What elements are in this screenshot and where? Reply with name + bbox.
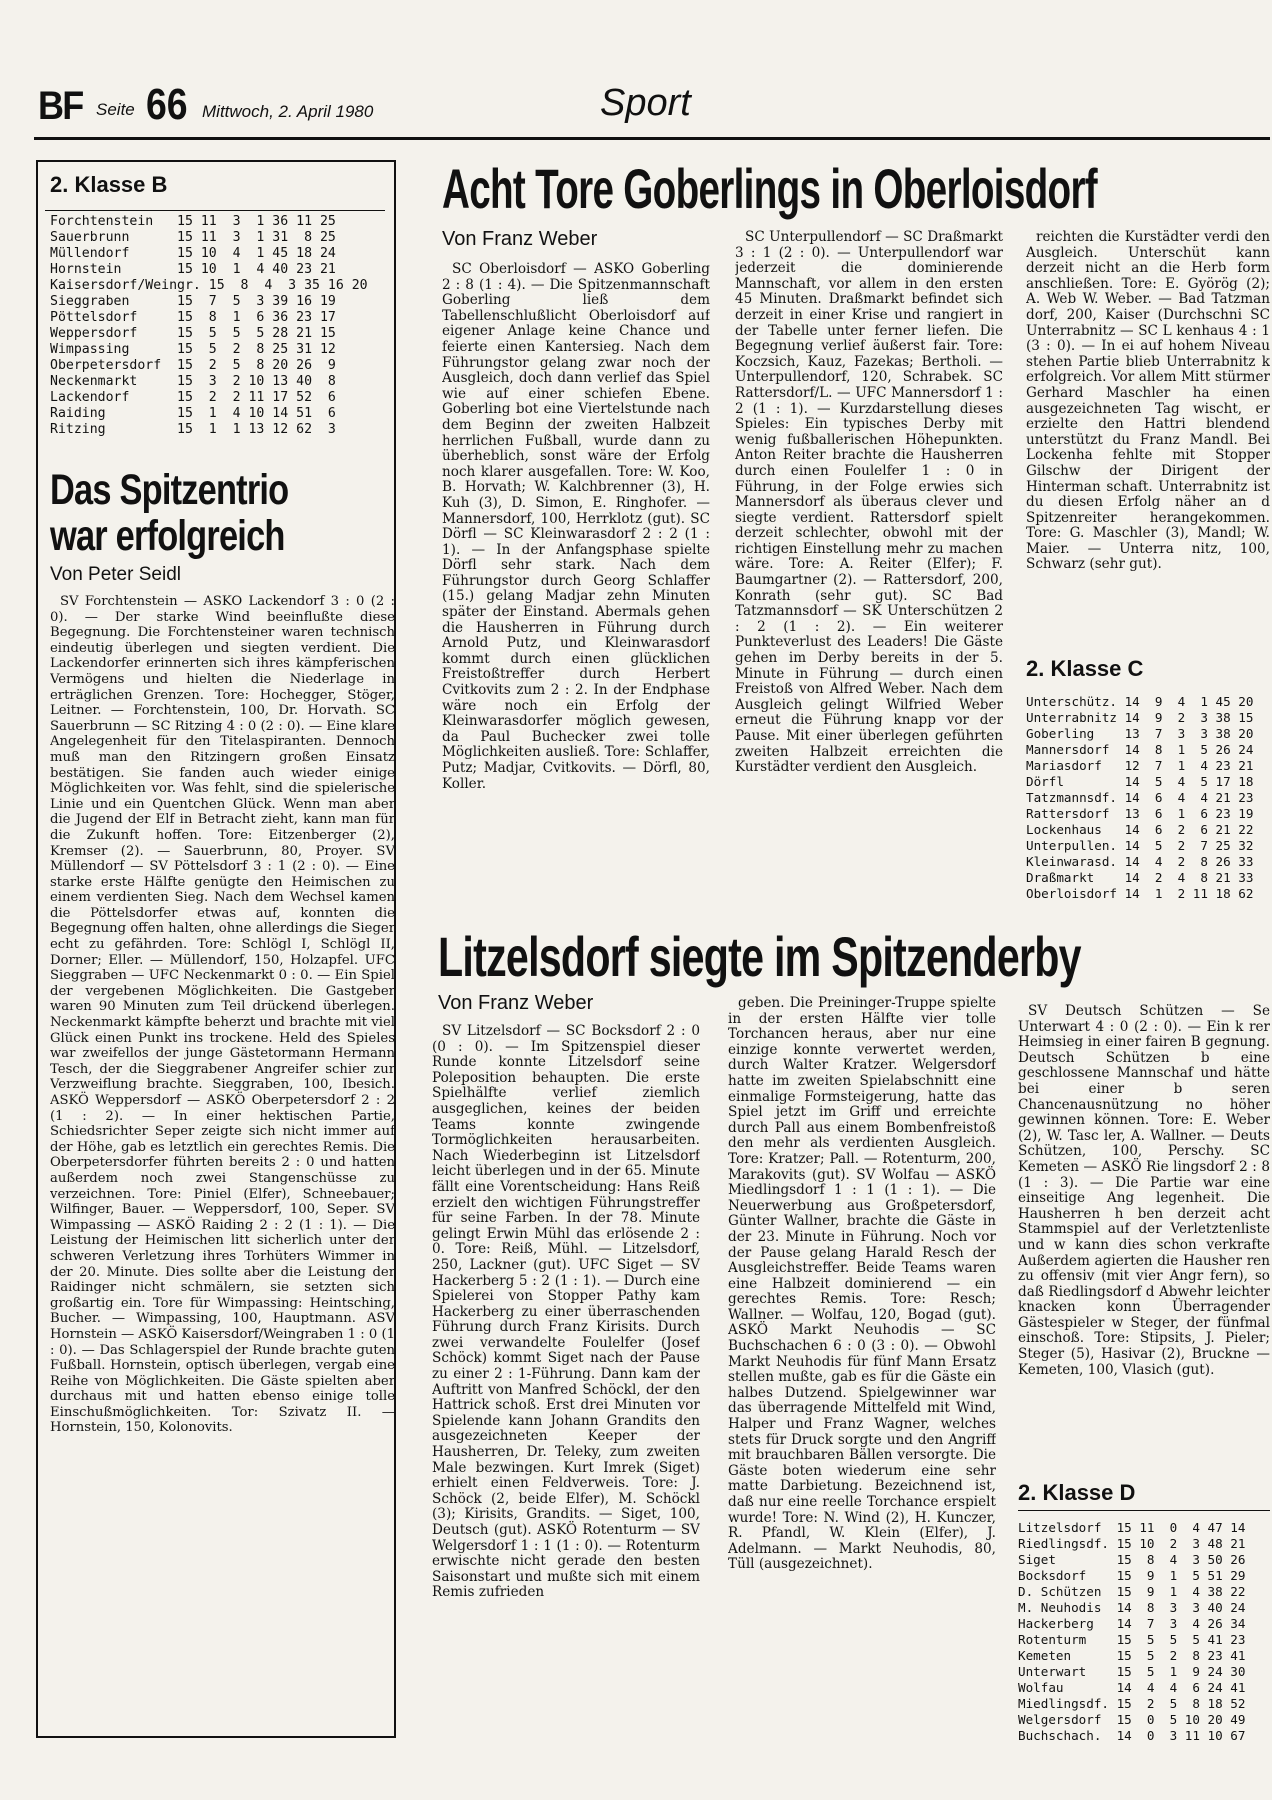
table-row: Neckenmarkt 15 3 2 10 13 40 8 [50, 374, 336, 389]
klasse-b-title: 2. Klasse B [50, 172, 168, 197]
table-row: Oberpetersdorf 15 2 5 8 20 26 9 [50, 358, 336, 373]
goberling-headline: Acht Tore Goberlings in Oberloisdorf [442, 157, 1097, 220]
table-row: Unterpullen. 14 5 2 7 25 32 [1026, 838, 1254, 853]
table-row: Mariasdorf 12 7 1 4 23 21 [1026, 758, 1254, 773]
issue-date: Mittwoch, 2. April 1980 [202, 102, 374, 121]
table-row: Rotenturm 15 5 5 5 41 23 [1018, 1632, 1246, 1647]
table-row: Riedlingsdf. 15 10 2 3 48 21 [1018, 1536, 1246, 1551]
litzelsdorf-col1 [432, 1024, 700, 1744]
klasse-d-table [1018, 1520, 1270, 1744]
table-row: Rattersdorf 13 6 1 6 23 19 [1026, 806, 1254, 821]
divider [1018, 1510, 1270, 1511]
table-row: Forchtenstein 15 11 3 1 36 11 25 [50, 214, 336, 229]
section-title: Sport [600, 82, 691, 124]
litzelsdorf-col2 [728, 996, 996, 1746]
table-row: Miedlingsdf. 15 2 5 8 18 52 [1018, 1696, 1246, 1711]
spitzentrio-headline-line1: Das Spitzentrio [50, 466, 289, 514]
page-number: 66 [146, 80, 188, 129]
table-row: Raiding 15 1 4 10 14 51 6 [50, 406, 336, 421]
table-row: Kleinwarasd. 14 4 2 8 26 33 [1026, 854, 1254, 869]
table-row: Goberling 13 7 3 3 38 20 [1026, 726, 1254, 741]
klasse-b-table [50, 214, 400, 438]
litzelsdorf-byline: Von Franz Weber [438, 992, 594, 1014]
article-text: reichten die Kurstädter verdi den Ausgleich. Unterschüt kann derzeit nicht an die Herb form anschließen. Tore: E. Györög (2); A. Web W. Weber. — Bad Tatzman dorf, 200, Kaiser (Durchschni SC Unterrabnitz — SC L kenhaus 4 : 1 (3 : 0). — In ei auf hohem Niveau stehen Partie blieb Unterrabnitz k erfolgreich. Vor allem Mitt stürmer Gerhard Maschler ha einen ausgezeichneten Tag wischt, er erzielte den Hattri blendend unterstützt du Franz Mandl. Bei Lockenha fehlte mit Stopper Gilschw der Dirigent der Hinterman schaft. Unterrabnitz ist du diesen Erfolg näher an d Spitzenreiter herangekommen. Tore: G. Maschler (3), Mandl; W. Maier. — Unterra nitz, 100, Schwarz (sehr gut). [1026, 230, 1270, 573]
newspaper-logo: BF [38, 84, 83, 128]
table-row: Wimpassing 15 5 2 8 25 31 12 [50, 342, 336, 357]
table-row: Sieggraben 15 7 5 3 39 16 19 [50, 294, 336, 309]
table-row: Wolfau 14 4 4 6 24 41 [1018, 1680, 1246, 1695]
article-text: SV Litzelsdorf — SC Bocksdorf 2 : 0 (0 : 0). — Im Spitzenspiel dieser Runde konnte Litzelsdorf seine Poleposition behaupten. Die erste Spielhälfte verlief ziemlich ausgeglichen, keines der beiden Teams konnte zwingende Tormöglichkeiten herausarbeiten. Nach Wiederbeginn ist Litzelsdorf leicht überlegen und in der 65. Minute fällt eine Vorentscheidung: Hans Reiß erzielt den wichtigen Führungstreffer für seine Farben. In der 78. Minute gelingt Erwin Mühl das erlösende 2 : 0. Tore: Reiß, Mühl. — Litzelsdorf, 250, Lackner (gut). UFC Siget — SV Hackerberg 5 : 2 (1 : 1). — Durch eine Spielerei von Stopper Pathy kam Hackerberg zu einer überraschenden Führung durch Franz Kirisits. Durch zwei verwandelte Foulelfer (Josef Schöck) kommt Siget nach der Pause zu einer 2 : 1-Führung. Dann kam der Auftritt von Manfred Schöckl, der den Hattrick schoß. Erst drei Minuten vor Spielende kann Johann Grandits den ausgezeichneten Keeper der Hausherren, Dr. Teleky, zum zweiten Male bezwingen. Kurt Imrek (Siget) erhielt einen Feldverweis. Tore: J. Schöck (2, beide Elfer), M. Schöckl (3); Kirisits, Grandits. — Siget, 100, Deutsch (gut). ASKÖ Rotenturm — SV Welgersdorf 1 : 1 (1 : 0). — Rotenturm erwischte nicht gerade den besten Saisonstart und mußte sich mit einem Remis zufrieden [432, 1024, 700, 1601]
table-row: Müllendorf 15 10 4 1 45 18 24 [50, 246, 336, 261]
spitzentrio-article [50, 594, 395, 1729]
klasse-d-title: 2. Klasse D [1018, 1480, 1136, 1505]
table-row: D. Schützen 15 9 1 4 38 22 [1018, 1584, 1246, 1599]
table-row: Bocksdorf 15 9 1 5 51 29 [1018, 1568, 1246, 1583]
article-text: SV Deutsch Schützen — Se Unterwart 4 : 0 (2 : 0). — Ein k rer Heimsieg in einer fairen B gegnung. Deutsch Schützen b eine geschlossene Mannschaf und hätte bei einer b seren Chancenausnützung no höher gewinnen können. Tore: E. Weber (2), W. Tasc ler, A. Wallner. — Deuts Schützen, 100, Perschy. SC Kemeten — ASKÖ Rie lingsdorf 2 : 8 (1 : 3). — Die Partie war eine einseitige Ang legenheit. Die Hausherren h ben derzeit acht Stammspiel auf der Verletztenliste und w kann dies schon verkrafte Außerdem agierten die Hausher ren zu offensiv (mit vier Angr fern), so daß Riedlingsdorf d Abwehr leichter knacken konn Überragender Gästespieler w Steger, der fünfmal einschoß. Tore: Stipsits, J. Pieler; Steger (5), Hasivar (2), Bruckne — Kemeten, 100, Vlasich (gut). [1018, 1004, 1270, 1378]
goberling-col3 [1026, 230, 1270, 660]
divider [45, 210, 385, 211]
table-row: Unterrabnitz 14 9 2 3 38 15 [1026, 710, 1254, 725]
table-row: Weppersdorf 15 5 5 5 28 21 15 [50, 326, 336, 341]
goberling-byline: Von Franz Weber [442, 228, 598, 250]
article-text: SC Oberloisdorf — ASKÖ Goberling 2 : 8 (1 : 4). — Die Spitzenmannschaft Goberling ließ dem Tabellenschlußlicht Oberloisdorf auf eigener Anlage keine Chance und feierte einen Kantersieg. Nach dem Führungstor gelang zwar noch der Ausgleich, doch dann verlief das Spiel wie auf einer schiefen Ebene. Goberling bot eine Viertelstunde nach dem Beginn der zweiten Halbzeit herrlichen Fußball, wurde dann zu überheblich, sonst wäre der Erfolg noch klarer ausgefallen. Tore: W. Koo, B. Horvath; W. Kalchbrenner (3), H. Kuh (3), D. Simon, E. Ringhofer. — Mannersdorf, 100, Herrklotz (gut). SC Dörfl — SC Kleinwarasdorf 2 : 2 (1 : 1). — In der Anfangsphase spielte Dörfl sehr stark. Nach dem Führungstor durch Georg Schlaffer (15.) gelang Madjar zehn Minuten später der Einstand. Abermals gehen die Hausherren in Führung durch Arnold Putz, und Kleinwarasdorf kommt durch einen glücklichen Freistoßtreffer durch Herbert Cvitkovits zum 2 : 2. In der Endphase wäre noch ein Erfolg der Kleinwarasdorfer möglich gewesen, da Paul Buchecker zwei tolle Möglichkeiten ausließ. Tore: Schlaffer, Putz; Madjar, Cvitkovits. — Dörfl, 80, Koller. [442, 262, 710, 792]
klasse-c-table [1026, 694, 1270, 902]
litzelsdorf-col3 [1018, 1004, 1270, 1482]
header-rule [34, 137, 1270, 140]
article-text: SC Unterpullendorf — SC Draßmarkt 3 : 1 (2 : 0). — Unterpullendorf war jederzeit die dominierende Mannschaft, vor allem in den ersten 45 Minuten. Draßmarkt befindet sich derzeit in einer Krise und rangiert in der Tabelle unter ferner liefen. Die Begegnung verlief äußerst fair. Tore: Koczsich, Kauz, Fazekas; Bertholi. — Unterpullendorf, 120, Schrabek. SC Rattersdorf/L. — UFC Mannersdorf 1 : 2 (1 : 1). — Kurzdarstellung dieses Spieles: Ein typisches Derby mit wenig fußballerischen Höhepunkten. Anton Reiter brachte die Hausherren durch einen Foulelfer 1 : 0 in Führung, in der Folge erwies sich Mannersdorf als überaus clever und siegte verdient. Rattersdorf spielt derzeit schlechter, obwohl mit der richtigen Einstellung mehr zu machen wäre. Tore: A. Reiter (Elfer); F. Baumgartner (2). — Rattersdorf, 200, Konrath (sehr gut). SC Bad Tatzmannsdorf — SK Unterschützen 2 : 2 (1 : 2). — Ein weiterer Punkteverlust des Leaders! Die Gäste gehen im Derby bereits in der 5. Minute in Führung — durch einen Freistoß von Alfred Weber. Nach dem Ausgleich gelingt Wilfried Weber erneut die Führung knapp vor der Pause. Mit einer überlegen geführten zweiten Halbzeit erreichten die Kurstädter verdient den Ausgleich. [735, 230, 1003, 776]
table-row: Unterwart 15 5 1 9 24 30 [1018, 1664, 1246, 1679]
table-row: Ritzing 15 1 1 13 12 62 3 [50, 422, 336, 437]
klasse-c-title: 2. Klasse C [1026, 656, 1144, 681]
table-row: Sauerbrunn 15 11 3 1 31 8 25 [50, 230, 336, 245]
table-row: Siget 15 8 4 3 50 26 [1018, 1552, 1246, 1567]
article-text: SV Forchtenstein — ASKÖ Lackendorf 3 : 0 (2 : 0). — Der starke Wind beeinflußte diese Begegnung. Die Forchtensteiner waren technisch eindeutig überlegen und siegten verdient. Die Lackendorfer erinnerten sich ihres kämpferischen Vermögens und hielten die Niederlage in erträglichen Grenzen. Tore: Hochegger, Stöger, Leitner. — Forchtenstein, 100, Dr. Horvath. SC Sauerbrunn — SC Ritzing 4 : 0 (2 : 0). — Eine klare Angelegenheit für den Titelaspiranten. Dennoch muß man den Ritzingern großen Einsatz bestätigen. Sie fanden auch wieder einige Möglichkeiten vor. Was fehlt, sind die spielerische Linie und ein Quentchen Glück. Wenn man aber die Jugend der Elf in Betracht zieht, kann man für die Zukunft hoffen. Tore: Eitzenberger (2), Kremser (2). — Sauerbrunn, 80, Proyer. SV Müllendorf — SV Pöttelsdorf 3 : 1 (2 : 0). — Eine starke erste Hälfte genügte den Heimischen zu einem verdienten Sieg. Nach dem Wechsel kamen die Pöttelsdorfer etwas auf, konnten die Begegnung offen halten, ohne allerdings die Sieger echt zu gefährden. Tore: Schlögl I, Schlögl II, Dorner; Eller. — Müllendorf, 150, Holzapfel. UFC Sieggraben — UFC Neckenmarkt 0 : 0. — Ein Spiel der vergebenen Möglichkeiten. Die Gastgeber waren 90 Minuten zum Teil drückend überlegen. Neckenmarkt kämpfte beherzt und brachte mit viel Glück einen Punkt ins trockene. Held des Spieles war zweifellos der junge Gästetormann Hermann Tesch, der die Sieggrabener Angreifer schier zur Verzweiflung brachte. Sieggraben, 100, Ibesich. ASKÖ Weppersdorf — ASKÖ Oberpetersdorf 2 : 2 (1 : 2). — In einer hektischen Partie, Schiedsrichter Seper zeigte sich nicht immer auf der Höhe, gab es letztlich ein gerechtes Remis. Die Oberpetersdorfer führten bereits 2 : 0 und hatten außerdem noch zwei Stangenschüsse zu verzeichnen. Tore: Piniel (Elfer), Schneebauer; Wilfinger, Bauer. — Weppersdorf, 100, Seper. SV Wimpassing — ASKÖ Raiding 2 : 2 (1 : 1). — Die Leistung der Heimischen litt sicherlich unter der schweren Verletzung ihres Torhüters Wimmer in der 20. Minute. Dies sollte aber die Leistung der Raidinger nicht schmälern, sie setzten sich großartig ein. Tore für Wimpassing: Heintsching, Bucher. — Wimpassing, 100, Hauptmann. ASV Hornstein — ASKÖ Kaisersdorf/Weingraben 1 : 0 (1 : 0). — Das Schlagerspiel der Runde brachte guten Fußball. Hornstein, optisch überlegen, vergab eine Reihe von Möglichkeiten. Die Gäste spielten aber durchaus mit und hatten ebenso einige tolle Einschußmöglichkeiten. Tor: Szivatz II. — Hornstein, 150, Kolonovits. [50, 594, 395, 1436]
table-row: Mannersdorf 14 8 1 5 26 24 [1026, 742, 1254, 757]
table-row: Hornstein 15 10 1 4 40 23 21 [50, 262, 336, 277]
table-row: Lockenhaus 14 6 2 6 21 22 [1026, 822, 1254, 837]
spitzentrio-headline-line2: war erfolgreich [50, 512, 285, 560]
article-text: geben. Die Preininger-Truppe spielte in der ersten Hälfte vier tolle Torchancen heraus, aber nur eine einzige konnte verwertet werden, durch Walter Kratzer. Welgersdorf hatte im zweiten Spielabschnitt eine einmalige Formsteigerung, hatte das Spiel jetzt im Griff und erreichte durch Pall aus einem Bombenfreistoß den mehr als verdienten Ausgleich. Tore: Kratzer; Pall. — Rotenturm, 200, Marakovits (gut). SV Wolfau — ASKÖ Miedlingsdorf 1 : 1 (1 : 1). — Die Neuerwerbung aus Großpetersdorf, Günter Wallner, brachte die Gäste in der 23. Minute in Führung. Noch vor der Pause gelang Harald Resch der Ausgleichstreffer. Beide Teams waren eine Halbzeit dominierend — ein gerechtes Remis. Tore: Resch; Wallner. — Wolfau, 120, Bogad (gut). ASKÖ Markt Neuhodis — SC Buchschachen 6 : 0 (3 : 0). — Obwohl Markt Neuhodis für fünf Mann Ersatz stellen mußte, gab es für die Gäste ein halbes Dutzend. Spielgewinner war das überragende Mittelfeld mit Wind, Halper und Franz Wagner, welches stets für Druck sorgte und den Angriff mit brauchbaren Bällen versorgte. Die Gäste boten wiederum eine sehr matte Darbietung. Bezeichnend ist, daß nur eine reelle Torchance erspielt wurde! Tore: N. Wind (2), H. Kunczer, R. Pfandl, W. Klein (Elfer), J. Adelmann. — Markt Neuhodis, 80, Tüll (ausgezeichnet). [728, 996, 996, 1573]
table-row: Welgersdorf 15 0 5 10 20 49 [1018, 1712, 1246, 1727]
litzelsdorf-headline: Litzelsdorf siegte im Spitzenderby [438, 925, 1081, 988]
table-row: Lackendorf 15 2 2 11 17 52 6 [50, 390, 336, 405]
table-row: Kemeten 15 5 2 8 23 41 [1018, 1648, 1246, 1663]
table-row: Pöttelsdorf 15 8 1 6 36 23 17 [50, 310, 336, 325]
table-row: Tatzmannsdf. 14 6 4 4 21 23 [1026, 790, 1254, 805]
spitzentrio-byline: Von Peter Seidl [50, 564, 181, 585]
table-row: Hackerberg 14 7 3 4 26 34 [1018, 1616, 1246, 1631]
table-row: Draßmarkt 14 2 4 8 21 33 [1026, 870, 1254, 885]
table-row: Kaisersdorf/Weingr. 15 8 4 3 35 16 20 [50, 278, 368, 293]
table-row: Unterschütz. 14 9 4 1 45 20 [1026, 694, 1254, 709]
table-row: Dörfl 14 5 4 5 17 18 [1026, 774, 1254, 789]
goberling-col2 [735, 230, 1003, 910]
table-row: Litzelsdorf 15 11 0 4 47 14 [1018, 1520, 1246, 1535]
table-row: Buchschach. 14 0 3 11 10 67 [1018, 1728, 1246, 1743]
table-row: M. Neuhodis 14 8 3 3 40 24 [1018, 1600, 1246, 1615]
table-row: Oberloisdorf 14 1 2 11 18 62 [1026, 886, 1254, 901]
goberling-col1 [442, 262, 710, 910]
page-label: Seite [96, 100, 135, 119]
